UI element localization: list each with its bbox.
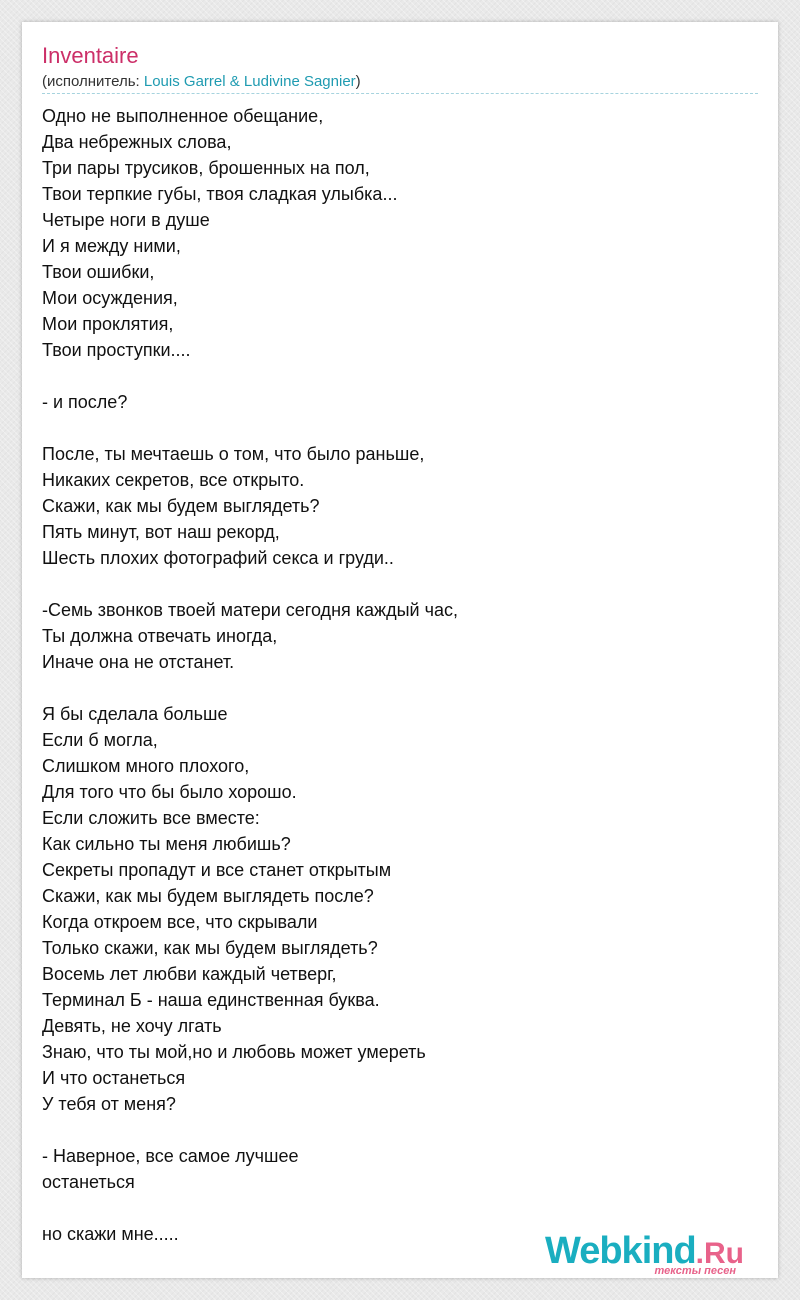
lyric-line: Два небрежных слова, <box>42 132 232 152</box>
lyric-line: Если сложить все вместе: <box>42 808 260 828</box>
lyric-line: Четыре ноги в душе <box>42 210 210 230</box>
lyric-line: Твои ошибки, <box>42 262 155 282</box>
lyric-line: Твои проступки.... <box>42 340 191 360</box>
lyric-line: Мои проклятия, <box>42 314 174 334</box>
lyric-line: И я между ними, <box>42 236 181 256</box>
lyric-line: Терминал Б - наша единственная буква. <box>42 990 380 1010</box>
lyric-line: - Наверное, все самое лучшее <box>42 1146 299 1166</box>
lyric-line: Шесть плохих фотографий секса и груди.. <box>42 548 394 568</box>
lyric-line: Я бы сделала больше <box>42 704 228 724</box>
lyric-line: -Семь звонков твоей матери сегодня каждый час, <box>42 600 458 620</box>
lyric-line: Знаю, что ты мой,но и любовь может умереть <box>42 1042 426 1062</box>
lyric-line: Секреты пропадут и все станет открытым <box>42 860 392 880</box>
logo-tagline: тексты песен <box>654 1265 736 1277</box>
lyric-line: Если б могла, <box>42 730 158 750</box>
lyric-line: И что останеться <box>42 1068 186 1088</box>
artist-suffix: ) <box>355 73 361 90</box>
lyrics-card <box>22 22 778 1278</box>
lyric-line: Только скажи, как мы будем выглядеть? <box>42 938 378 958</box>
lyric-line: останеться <box>42 1172 135 1192</box>
song-title: Inventaire <box>42 43 139 68</box>
lyric-line: После, ты мечтаешь о том, что было раньше, <box>42 444 425 464</box>
lyric-line <box>42 675 742 701</box>
lyric-line: Скажи, как мы будем выглядеть? <box>42 496 320 516</box>
lyric-line: - и после? <box>42 392 128 412</box>
title-divider <box>42 93 758 94</box>
lyric-line <box>42 1117 742 1143</box>
lyric-line: Скажи, как мы будем выглядеть после? <box>42 886 374 906</box>
lyric-line <box>42 571 742 597</box>
lyrics-text <box>42 103 742 1247</box>
artist-prefix: (исполнитель: <box>42 73 144 90</box>
lyric-line: Одно не выполненное обещание, <box>42 106 324 126</box>
lyric-line <box>42 363 742 389</box>
lyric-line: Три пары трусиков, брошенных на пол, <box>42 158 370 178</box>
lyric-line: Мои осуждения, <box>42 288 178 308</box>
lyric-line: Пять минут, вот наш рекорд, <box>42 522 280 542</box>
artist-line <box>42 73 361 91</box>
webkind-logo[interactable] <box>544 1231 744 1281</box>
lyric-line <box>42 1195 742 1221</box>
lyric-line: Как сильно ты меня любишь? <box>42 834 291 854</box>
lyric-line: Никаких секретов, все открыто. <box>42 470 305 490</box>
lyric-line: Твои терпкие губы, твоя сладкая улыбка... <box>42 184 398 204</box>
lyric-line: Для того что бы было хорошо. <box>42 782 297 802</box>
lyric-line <box>42 415 742 441</box>
lyric-line: но скажи мне..... <box>42 1224 179 1244</box>
lyric-line: Иначе она не отстанет. <box>42 652 235 672</box>
artist-link[interactable]: Louis Garrel & Ludivine Sagnier <box>143 73 356 90</box>
lyric-line: Когда откроем все, что скрывали <box>42 912 318 932</box>
logo-brand-tld: .Ru <box>695 1237 744 1270</box>
lyric-line: Восемь лет любви каждый четверг, <box>42 964 337 984</box>
lyric-line: Ты должна отвечать иногда, <box>42 626 278 646</box>
logo-brand-name: Webkind <box>545 1230 696 1272</box>
lyric-line: Девять, не хочу лгать <box>42 1016 222 1036</box>
lyric-line: У тебя от меня? <box>42 1094 176 1114</box>
lyric-line: Слишком много плохого, <box>42 756 250 776</box>
